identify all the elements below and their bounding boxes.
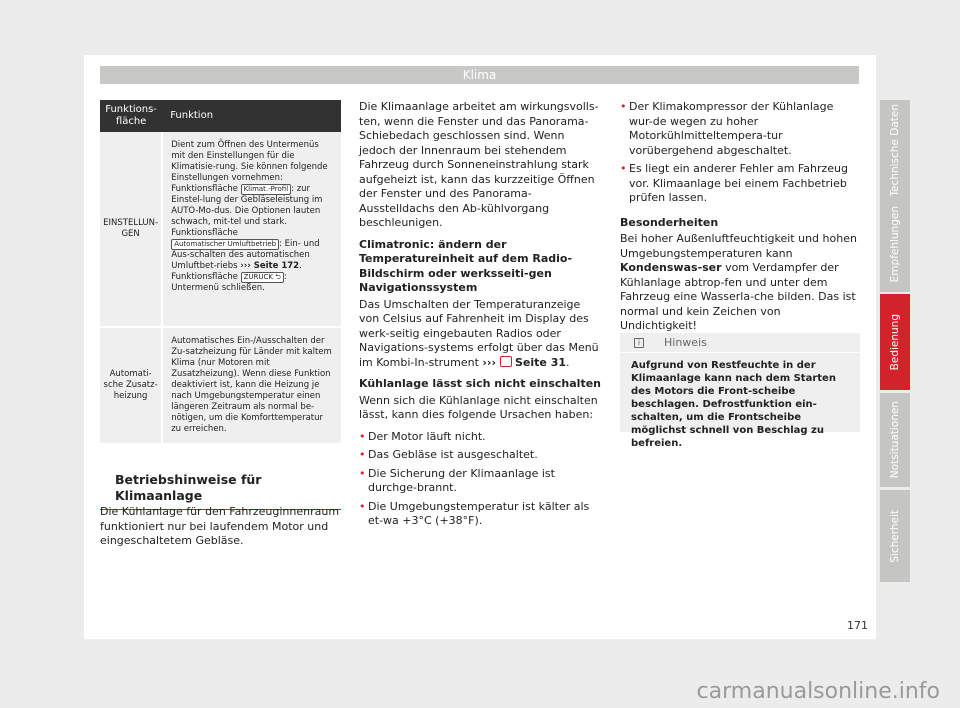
list-item: • Das Gebläse ist ausgeschaltet.	[359, 448, 602, 463]
page-number: 171	[847, 619, 868, 632]
row-text: Funktionsfläche	[171, 228, 238, 238]
tab-label: Sicherheit	[889, 509, 901, 563]
paragraph: Wenn sich die Kühlanlage nicht einschalten lässt, kann dies folgende Ursachen haben:	[359, 393, 598, 421]
subheading: Kühlanlage lässt sich nicht einschalten	[359, 377, 601, 390]
hint-text: Aufgrund von Restfeuchte in der Klimaanlage kann nach dem Starten des Motors die Front-scheibe beschlagen. Defrostfunktion ein-schalten, um die Frontscheibe möglichst schnell von Beschlag zu befreien.	[631, 360, 836, 449]
reference-arrow: ›››	[482, 355, 496, 369]
function-table	[100, 100, 341, 445]
table-header-col1: Funktions-fläche	[100, 100, 162, 132]
list-item: • Die Umgebungstemperatur ist kälter als et-wa +3°C (+38°F).	[359, 500, 602, 529]
page-reference[interactable]: ››› Seite 172	[240, 261, 300, 271]
row-text: .	[299, 261, 302, 271]
tab-sicherheit[interactable]	[880, 490, 910, 582]
subheading: Besonderheiten	[620, 215, 719, 229]
tab-label: Bedienung	[889, 313, 901, 371]
paragraph-text: Bei hoher Außenluftfeuchtigkeit und hohen Umgebungstemperaturen kann	[620, 232, 857, 260]
list-item: • Es liegt ein anderer Fehler am Fahrzeug vor. Klimaanlage bei einem Fachbetrieb prüfen lassen.	[620, 162, 860, 206]
section-heading: Betriebshinweise für Klimaanlage	[100, 472, 341, 510]
right-column	[620, 100, 860, 341]
row-description	[162, 132, 341, 327]
auto-recirculation-key[interactable]: Automatischer Umluftbetrieb	[171, 239, 279, 250]
list-item: • Der Motor läuft nicht.	[359, 430, 602, 445]
row-text: Dient zum Öffnen des Untermenüs mit den Einstellungen für die Klimatisie-rung. Sie können folgende Einstellungen vornehmen:	[171, 140, 328, 183]
table-row	[100, 327, 341, 444]
info-icon: i	[634, 338, 644, 348]
paragraph: Die Kühlanlage für den Fahrzeuginnenraum funktioniert nur bei laufendem Motor und eingeschaltetem Gebläse.	[100, 505, 340, 547]
tab-label: Empfehlungen	[889, 206, 901, 283]
middle-column	[359, 100, 602, 533]
paragraph-text: .	[566, 355, 570, 369]
row-text: : Untermenü schließen.	[171, 272, 287, 293]
paragraph	[359, 298, 602, 371]
table-row	[100, 132, 341, 327]
left-column	[100, 505, 341, 556]
row-text: Funktionsfläche	[171, 272, 238, 282]
tab-label: Notsituationen	[889, 401, 901, 479]
instrument-cluster-icon	[500, 356, 512, 367]
row-text: Funktionsfläche	[171, 184, 238, 194]
subheading: Climatronic: ändern der Temperatureinheit auf dem Radio-Bildschirm oder werksseiti-gen Navigationssystem	[359, 237, 573, 294]
paragraph-text: Das Umschalten der Temperaturanzeige von Celsius auf Fahrenheit im Display des werk-seitig eingebauten Radios oder Navigations-systems erfolgt über das Menü im Kombi-In-strument	[359, 297, 599, 369]
page-header: Klima	[100, 66, 859, 84]
tab-empfehlungen[interactable]	[880, 197, 910, 292]
hint-header	[620, 333, 860, 353]
row-text: : zur Einstel-lung der Gebläseleistung im AUTO-Mo-dus. Die Optionen lauten schwach, mit-tel und stark.	[171, 184, 323, 227]
paragraph-text: vom Verdampfer der Kühlanlage abtrop-fen und unter dem Fahrzeug eine Wasserla-che bilden. Das ist normal und kein Zeichen von Undichtigkeit!	[620, 261, 856, 332]
row-description: Automatisches Ein-/Ausschalten der Zu-satzheizung für Länder mit kaltem Klima (nur Motoren mit Zusatzheizung). Wenn diese Funktion deaktiviert ist, kann die Heizung je nach Umgebungstemperatur einen längeren Zeitraum als normal be-nötigen, um die Komforttemperatur zu erreichen.	[162, 327, 341, 444]
row-label: Automati-sche Zusatz-heizung	[100, 327, 162, 444]
list-item: • Die Sicherung der Klimaanlage ist durchge-brannt.	[359, 467, 602, 496]
table-header-col2: Funktion	[162, 100, 341, 132]
paragraph: Die Klimaanlage arbeitet am wirkungsvolls-ten, wenn die Fenster und das Panorama-Schiebedach geschlossen sind. Wenn jedoch der Innenraum bei stehendem Fahrzeug durch Sonneneinstrahlung stark aufgeheizt ist, kann das kurzzeitige Öffnen der Fenster und des Panorama-Ausstelldachs den Ab-kühlvorgang beschleunigen.	[359, 100, 599, 229]
tab-technische-daten[interactable]	[880, 100, 910, 200]
page-reference[interactable]: Seite 31	[515, 355, 567, 369]
paragraph-bold: Kondenswas-ser	[620, 261, 722, 274]
row-label: EINSTELLUN-GEN	[100, 132, 162, 327]
back-key[interactable]: ZURÜCK ⮌	[241, 272, 284, 283]
tab-notsituationen[interactable]	[880, 393, 910, 487]
list-item: • Der Klimakompressor der Kühlanlage wur-de wegen zu hoher Motorkühlmitteltempera-tur vorübergehend abgeschaltet.	[620, 100, 860, 158]
hint-box	[620, 333, 860, 449]
climate-profile-key[interactable]: Klimat.-Profil	[241, 184, 292, 195]
hint-title: Hinweis	[664, 336, 707, 349]
tab-label: Technische Daten	[889, 103, 901, 197]
paragraph	[620, 232, 860, 334]
watermark: carmanualsonline.info	[0, 676, 960, 708]
row-text: : Ein- und Aus-schalten des automatischen Umluftbet-riebs	[171, 239, 320, 271]
tab-bedienung[interactable]	[880, 294, 910, 390]
